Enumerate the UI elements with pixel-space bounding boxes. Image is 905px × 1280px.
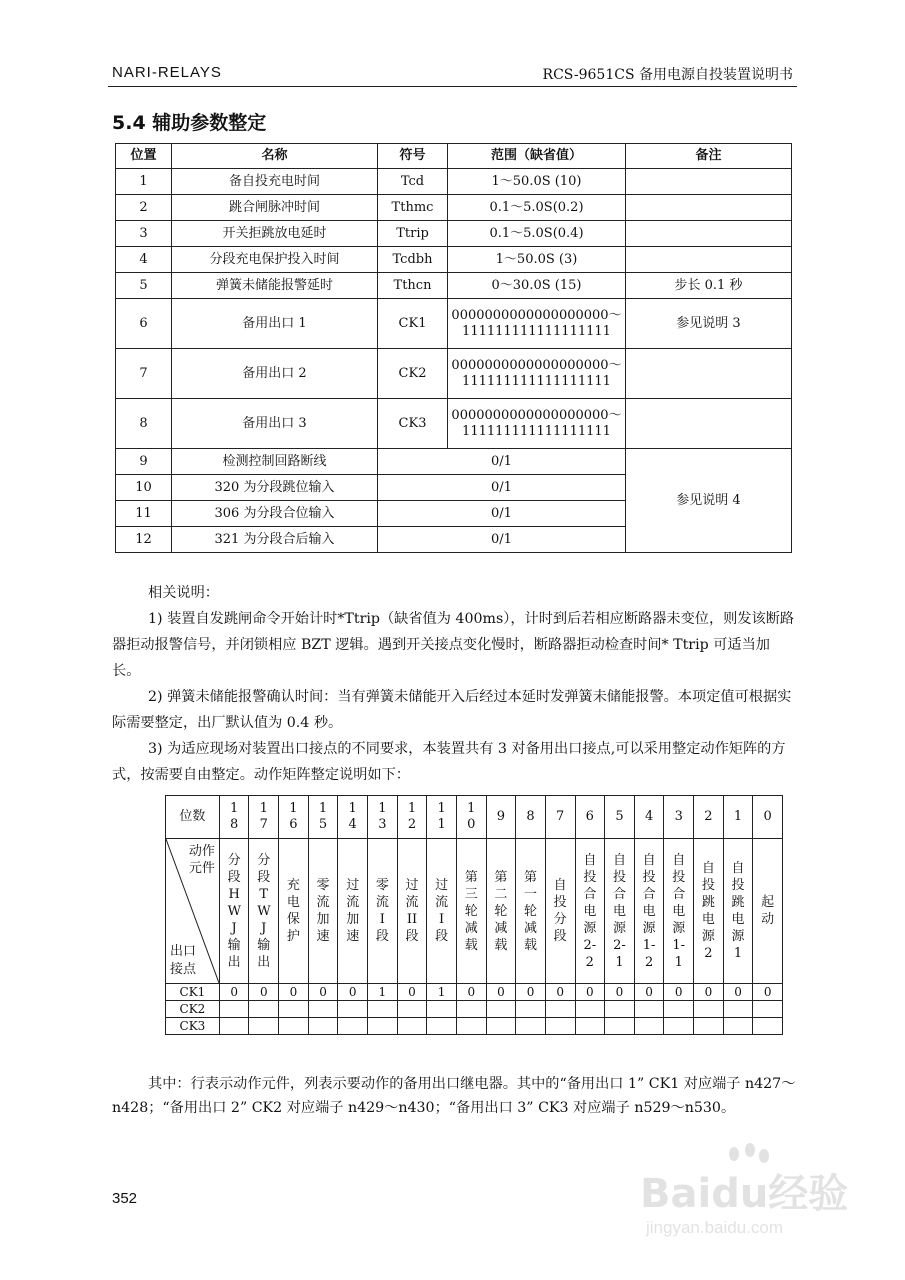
bit-header-cell xyxy=(338,796,368,839)
bit-header-cell xyxy=(545,796,575,839)
page-number: 352 xyxy=(112,1190,138,1207)
element-label: 自投合电源1-2 xyxy=(642,852,656,970)
matrix-cell xyxy=(368,1001,398,1018)
bit-header-cell xyxy=(219,796,249,839)
notes-section xyxy=(112,580,796,788)
matrix-cell xyxy=(456,1001,486,1018)
matrix-cell xyxy=(219,1018,249,1035)
matrix-cell xyxy=(279,1001,309,1018)
matrix-cell: 0 xyxy=(516,984,546,1001)
bit-label: 14 xyxy=(348,801,357,832)
cell-note: 步长 0.1 秒 xyxy=(626,273,792,299)
matrix-cell xyxy=(516,1001,546,1018)
matrix-cell xyxy=(397,1018,427,1035)
matrix-cell xyxy=(575,1018,605,1035)
bit-label: 8 xyxy=(526,809,535,824)
element-header-cell xyxy=(397,839,427,984)
table-row xyxy=(116,349,792,399)
range-line: 111111111111111111 xyxy=(462,323,611,339)
matrix-cell xyxy=(516,1018,546,1035)
matrix-cell xyxy=(397,1001,427,1018)
matrix-cell xyxy=(605,1001,635,1018)
cell-note-group: 参见说明 4 xyxy=(626,449,792,553)
element-header-cell xyxy=(694,839,724,984)
matrix-cell: 0 xyxy=(279,984,309,1001)
bit-label: 7 xyxy=(556,809,565,824)
bit-header-cell xyxy=(516,796,546,839)
matrix-cell xyxy=(694,1001,724,1018)
range-line: 0000000000000000000～ xyxy=(451,407,622,423)
elements-row xyxy=(166,839,783,984)
bit-header-cell xyxy=(279,796,309,839)
cell-sym: Tcd xyxy=(378,169,448,195)
matrix-cell xyxy=(664,1018,694,1035)
cell-name: 弹簧未储能报警延时 xyxy=(172,273,378,299)
table-row xyxy=(116,195,792,221)
matrix-cell: 0 xyxy=(605,984,635,1001)
cell-range: 0/1 xyxy=(378,501,626,527)
element-label: 分段TWJ输出 xyxy=(257,852,271,970)
element-header-cell xyxy=(338,839,368,984)
matrix-cell xyxy=(575,1001,605,1018)
table-row xyxy=(116,399,792,449)
cell-range xyxy=(448,349,626,399)
diag-bottom-text: 出口接点 xyxy=(170,944,197,977)
matrix-cell xyxy=(486,1018,516,1035)
element-label: 起动 xyxy=(761,895,775,927)
matrix-cell xyxy=(486,1001,516,1018)
element-label: 自投跳电源1 xyxy=(731,861,745,961)
matrix-row xyxy=(166,1018,783,1035)
cell-sym: Tthcn xyxy=(378,273,448,299)
cell-name: 分段充电保护投入时间 xyxy=(172,247,378,273)
matrix-cell xyxy=(427,1018,457,1035)
element-header-cell xyxy=(368,839,398,984)
element-header-cell xyxy=(723,839,753,984)
bit-header-cell xyxy=(308,796,338,839)
matrix-cell: 0 xyxy=(308,984,338,1001)
bit-label: 3 xyxy=(674,809,683,824)
table-row xyxy=(116,247,792,273)
matrix-cell xyxy=(279,1018,309,1035)
bit-header-cell xyxy=(368,796,398,839)
cell-name: 备用出口 3 xyxy=(172,399,378,449)
action-matrix-table xyxy=(165,795,783,1035)
cell-sym: CK2 xyxy=(378,349,448,399)
element-label: 过流加速 xyxy=(346,878,360,944)
table-row xyxy=(116,273,792,299)
cell-range: 1～50.0S (10) xyxy=(448,169,626,195)
cell-note xyxy=(626,247,792,273)
matrix-cell: 0 xyxy=(575,984,605,1001)
cell-pos: 11 xyxy=(116,501,172,527)
cell-pos: 4 xyxy=(116,247,172,273)
element-label: 第三轮减载 xyxy=(464,869,478,953)
bit-header-cell xyxy=(486,796,516,839)
matrix-row-label: CK3 xyxy=(166,1018,220,1035)
cell-pos: 5 xyxy=(116,273,172,299)
cell-pos: 2 xyxy=(116,195,172,221)
matrix-cell xyxy=(605,1018,635,1035)
matrix-cell xyxy=(308,1001,338,1018)
element-header-cell xyxy=(605,839,635,984)
element-header-cell xyxy=(279,839,309,984)
cell-pos: 9 xyxy=(116,449,172,475)
element-header-cell xyxy=(486,839,516,984)
bit-label: 0 xyxy=(763,809,772,824)
header-cell: 位置 xyxy=(116,144,172,169)
header-cell: 名称 xyxy=(172,144,378,169)
cell-sym: CK3 xyxy=(378,399,448,449)
cell-sym: Tthmc xyxy=(378,195,448,221)
cell-name: 备自投充电时间 xyxy=(172,169,378,195)
matrix-cell xyxy=(427,1001,457,1018)
bit-header-cell xyxy=(397,796,427,839)
element-label: 过流I段 xyxy=(435,878,449,944)
cell-pos: 10 xyxy=(116,475,172,501)
bit-header-cell xyxy=(249,796,279,839)
matrix-cell: 0 xyxy=(634,984,664,1001)
corner-label: 位数 xyxy=(166,796,220,839)
element-header-cell xyxy=(456,839,486,984)
parameter-table xyxy=(115,143,792,553)
matrix-cell xyxy=(634,1018,664,1035)
cell-note xyxy=(626,399,792,449)
bit-label: 13 xyxy=(378,801,387,832)
element-header-cell xyxy=(308,839,338,984)
cell-sym: Ttrip xyxy=(378,221,448,247)
matrix-cell: 1 xyxy=(427,984,457,1001)
element-header-cell xyxy=(753,839,783,984)
matrix-cell: 0 xyxy=(397,984,427,1001)
bit-label: 6 xyxy=(585,809,594,824)
cell-range: 0～30.0S (15) xyxy=(448,273,626,299)
element-header-cell xyxy=(249,839,279,984)
matrix-cell: 0 xyxy=(664,984,694,1001)
header-right: RCS-9651CS 备用电源自投装置说明书 xyxy=(542,67,793,83)
matrix-cell xyxy=(694,1018,724,1035)
matrix-row-label: CK2 xyxy=(166,1001,220,1018)
cell-range xyxy=(448,399,626,449)
element-header-cell xyxy=(516,839,546,984)
matrix-cell xyxy=(368,1018,398,1035)
bit-label: 1 xyxy=(733,809,743,824)
cell-pos: 1 xyxy=(116,169,172,195)
bits-row xyxy=(166,796,783,839)
cell-sym: Tcdbh xyxy=(378,247,448,273)
cell-name: 306 为分段合位输入 xyxy=(172,501,378,527)
diagonal-header-cell xyxy=(166,839,220,984)
element-label: 第二轮减载 xyxy=(494,869,508,953)
matrix-row xyxy=(166,1001,783,1018)
diag-top-text: 动作元件 xyxy=(188,844,215,876)
element-header-cell xyxy=(634,839,664,984)
matrix-cell xyxy=(338,1001,368,1018)
matrix-cell xyxy=(308,1018,338,1035)
element-label: 过流II段 xyxy=(405,878,419,944)
footer-note-text: 其中：行表示动作元件，列表示要动作的备用出口继电器。其中的“备用出口 1” CK1 对应端子 n427～n428；“备用出口 2” CK2 对应端子 n429～n430；“备用出口 3” CK3 对应端子 n529～n530。 xyxy=(112,1076,796,1116)
matrix-cell: 0 xyxy=(694,984,724,1001)
range-line: 0000000000000000000～ xyxy=(451,357,622,373)
cell-pos: 7 xyxy=(116,349,172,399)
cell-name: 备用出口 2 xyxy=(172,349,378,399)
table-row xyxy=(116,169,792,195)
bit-header-cell xyxy=(723,796,753,839)
matrix-cell xyxy=(634,1001,664,1018)
element-label: 零流I段 xyxy=(375,878,389,944)
cell-pos: 3 xyxy=(116,221,172,247)
header-cell: 符号 xyxy=(378,144,448,169)
element-label: 自投合电源2-2 xyxy=(583,852,597,970)
matrix-cell xyxy=(753,1001,783,1018)
table-row xyxy=(116,221,792,247)
diag-bottom-label xyxy=(170,943,196,979)
matrix-cell xyxy=(545,1018,575,1035)
section-title: 5.4 辅助参数整定 xyxy=(112,112,267,134)
cell-note xyxy=(626,221,792,247)
bit-label: 9 xyxy=(496,809,506,824)
matrix-cell xyxy=(723,1018,753,1035)
bit-label: 2 xyxy=(704,809,713,824)
matrix-cell: 0 xyxy=(486,984,516,1001)
matrix-cell xyxy=(545,1001,575,1018)
bit-header-cell xyxy=(634,796,664,839)
bit-label: 11 xyxy=(437,801,446,832)
cell-sym: CK1 xyxy=(378,299,448,349)
element-header-cell xyxy=(545,839,575,984)
bit-label: 12 xyxy=(407,801,417,832)
bit-header-cell xyxy=(664,796,694,839)
bit-label: 16 xyxy=(289,801,298,832)
table-row xyxy=(116,449,792,475)
element-label: 自投合电源1-1 xyxy=(672,852,686,970)
cell-name: 321 为分段合后输入 xyxy=(172,527,378,553)
bit-header-cell xyxy=(753,796,783,839)
matrix-cell: 0 xyxy=(545,984,575,1001)
cell-note xyxy=(626,195,792,221)
cell-name: 检测控制回路断线 xyxy=(172,449,378,475)
element-label: 自投分段 xyxy=(553,878,567,944)
watermark-brand: Baidu经验 xyxy=(640,1171,849,1217)
matrix-cell xyxy=(249,1018,279,1035)
matrix-cell xyxy=(219,1001,249,1018)
cell-range xyxy=(448,299,626,349)
cell-range: 0.1～5.0S(0.4) xyxy=(448,221,626,247)
matrix-row-label: CK1 xyxy=(166,984,220,1001)
cell-range: 0/1 xyxy=(378,449,626,475)
bit-label: 5 xyxy=(615,809,624,824)
cell-pos: 6 xyxy=(116,299,172,349)
cell-range: 0.1～5.0S(0.2) xyxy=(448,195,626,221)
note-1: 1) 装置自发跳闸命令开始计时*Ttrip（缺省值为 400ms），计时到后若相应断路器未变位，则发该断路器拒动报警信号，并闭锁相应 BZT 逻辑。遇到开关接点变化慢时，断路器拒动检查时间* Ttrip 可适当加长。 xyxy=(112,611,795,679)
range-line: 111111111111111111 xyxy=(462,373,611,389)
note-3: 3) 为适应现场对装置出口接点的不同要求，本装置共有 3 对备用出口接点,可以采用整定动作矩阵的方式，按需要自由整定。动作矩阵整定说明如下： xyxy=(112,741,786,783)
header-cell: 备注 xyxy=(626,144,792,169)
matrix-cell xyxy=(664,1001,694,1018)
range-line: 0000000000000000000～ xyxy=(451,307,622,323)
element-label: 第一轮减载 xyxy=(524,869,538,953)
watermark-url: jingyan.baidu.com xyxy=(646,1218,784,1237)
bit-header-cell xyxy=(427,796,457,839)
baidu-watermark xyxy=(640,1140,850,1250)
matrix-cell xyxy=(338,1018,368,1035)
cell-note xyxy=(626,169,792,195)
cell-note: 参见说明 3 xyxy=(626,299,792,349)
element-label: 零流加速 xyxy=(316,878,330,944)
cell-name: 320 为分段跳位输入 xyxy=(172,475,378,501)
cell-range: 0/1 xyxy=(378,475,626,501)
bit-header-cell xyxy=(575,796,605,839)
matrix-cell: 0 xyxy=(456,984,486,1001)
bit-label: 10 xyxy=(467,801,476,832)
bit-label: 17 xyxy=(259,801,268,832)
diag-top-label xyxy=(189,843,215,877)
range-line: 111111111111111111 xyxy=(462,423,611,439)
bit-header-cell xyxy=(456,796,486,839)
header-cell: 范围（缺省值） xyxy=(448,144,626,169)
matrix-cell: 0 xyxy=(249,984,279,1001)
bit-header-cell xyxy=(694,796,724,839)
matrix-cell: 0 xyxy=(338,984,368,1001)
element-label: 分段HWJ输出 xyxy=(227,852,241,970)
matrix-row xyxy=(166,984,783,1001)
cell-name: 跳合闸脉冲时间 xyxy=(172,195,378,221)
cell-pos: 12 xyxy=(116,527,172,553)
matrix-cell: 1 xyxy=(368,984,398,1001)
bit-header-cell xyxy=(605,796,635,839)
header-divider xyxy=(108,86,797,87)
note-2: 2) 弹簧未储能报警确认时间：当有弹簧未储能开入后经过本延时发弹簧未储能报警。本项定值可根据实际需要整定，出厂默认值为 0.4 秒。 xyxy=(112,689,792,731)
matrix-cell xyxy=(723,1001,753,1018)
footer-note xyxy=(112,1072,796,1120)
bit-label: 4 xyxy=(644,809,654,824)
cell-range: 0/1 xyxy=(378,527,626,553)
element-label: 充电保护 xyxy=(286,878,300,944)
element-header-cell xyxy=(664,839,694,984)
bit-label: 15 xyxy=(318,801,328,832)
element-label: 自投合电源2-1 xyxy=(612,852,626,970)
cell-name: 开关拒跳放电延时 xyxy=(172,221,378,247)
cell-note xyxy=(626,349,792,399)
element-header-cell xyxy=(219,839,249,984)
bit-label: 18 xyxy=(229,801,239,832)
matrix-cell: 0 xyxy=(219,984,249,1001)
element-header-cell xyxy=(427,839,457,984)
cell-name: 备用出口 1 xyxy=(172,299,378,349)
header-left: NARI-RELAYS xyxy=(112,64,222,81)
cell-pos: 8 xyxy=(116,399,172,449)
notes-title: 相关说明： xyxy=(148,585,219,601)
matrix-cell xyxy=(753,1018,783,1035)
element-label: 自投跳电源2 xyxy=(701,861,715,961)
matrix-cell: 0 xyxy=(723,984,753,1001)
cell-range: 1～50.0S (3) xyxy=(448,247,626,273)
matrix-cell: 0 xyxy=(753,984,783,1001)
table-row xyxy=(116,299,792,349)
element-header-cell xyxy=(575,839,605,984)
matrix-cell xyxy=(456,1018,486,1035)
matrix-cell xyxy=(249,1001,279,1018)
table-header-row xyxy=(116,144,792,169)
